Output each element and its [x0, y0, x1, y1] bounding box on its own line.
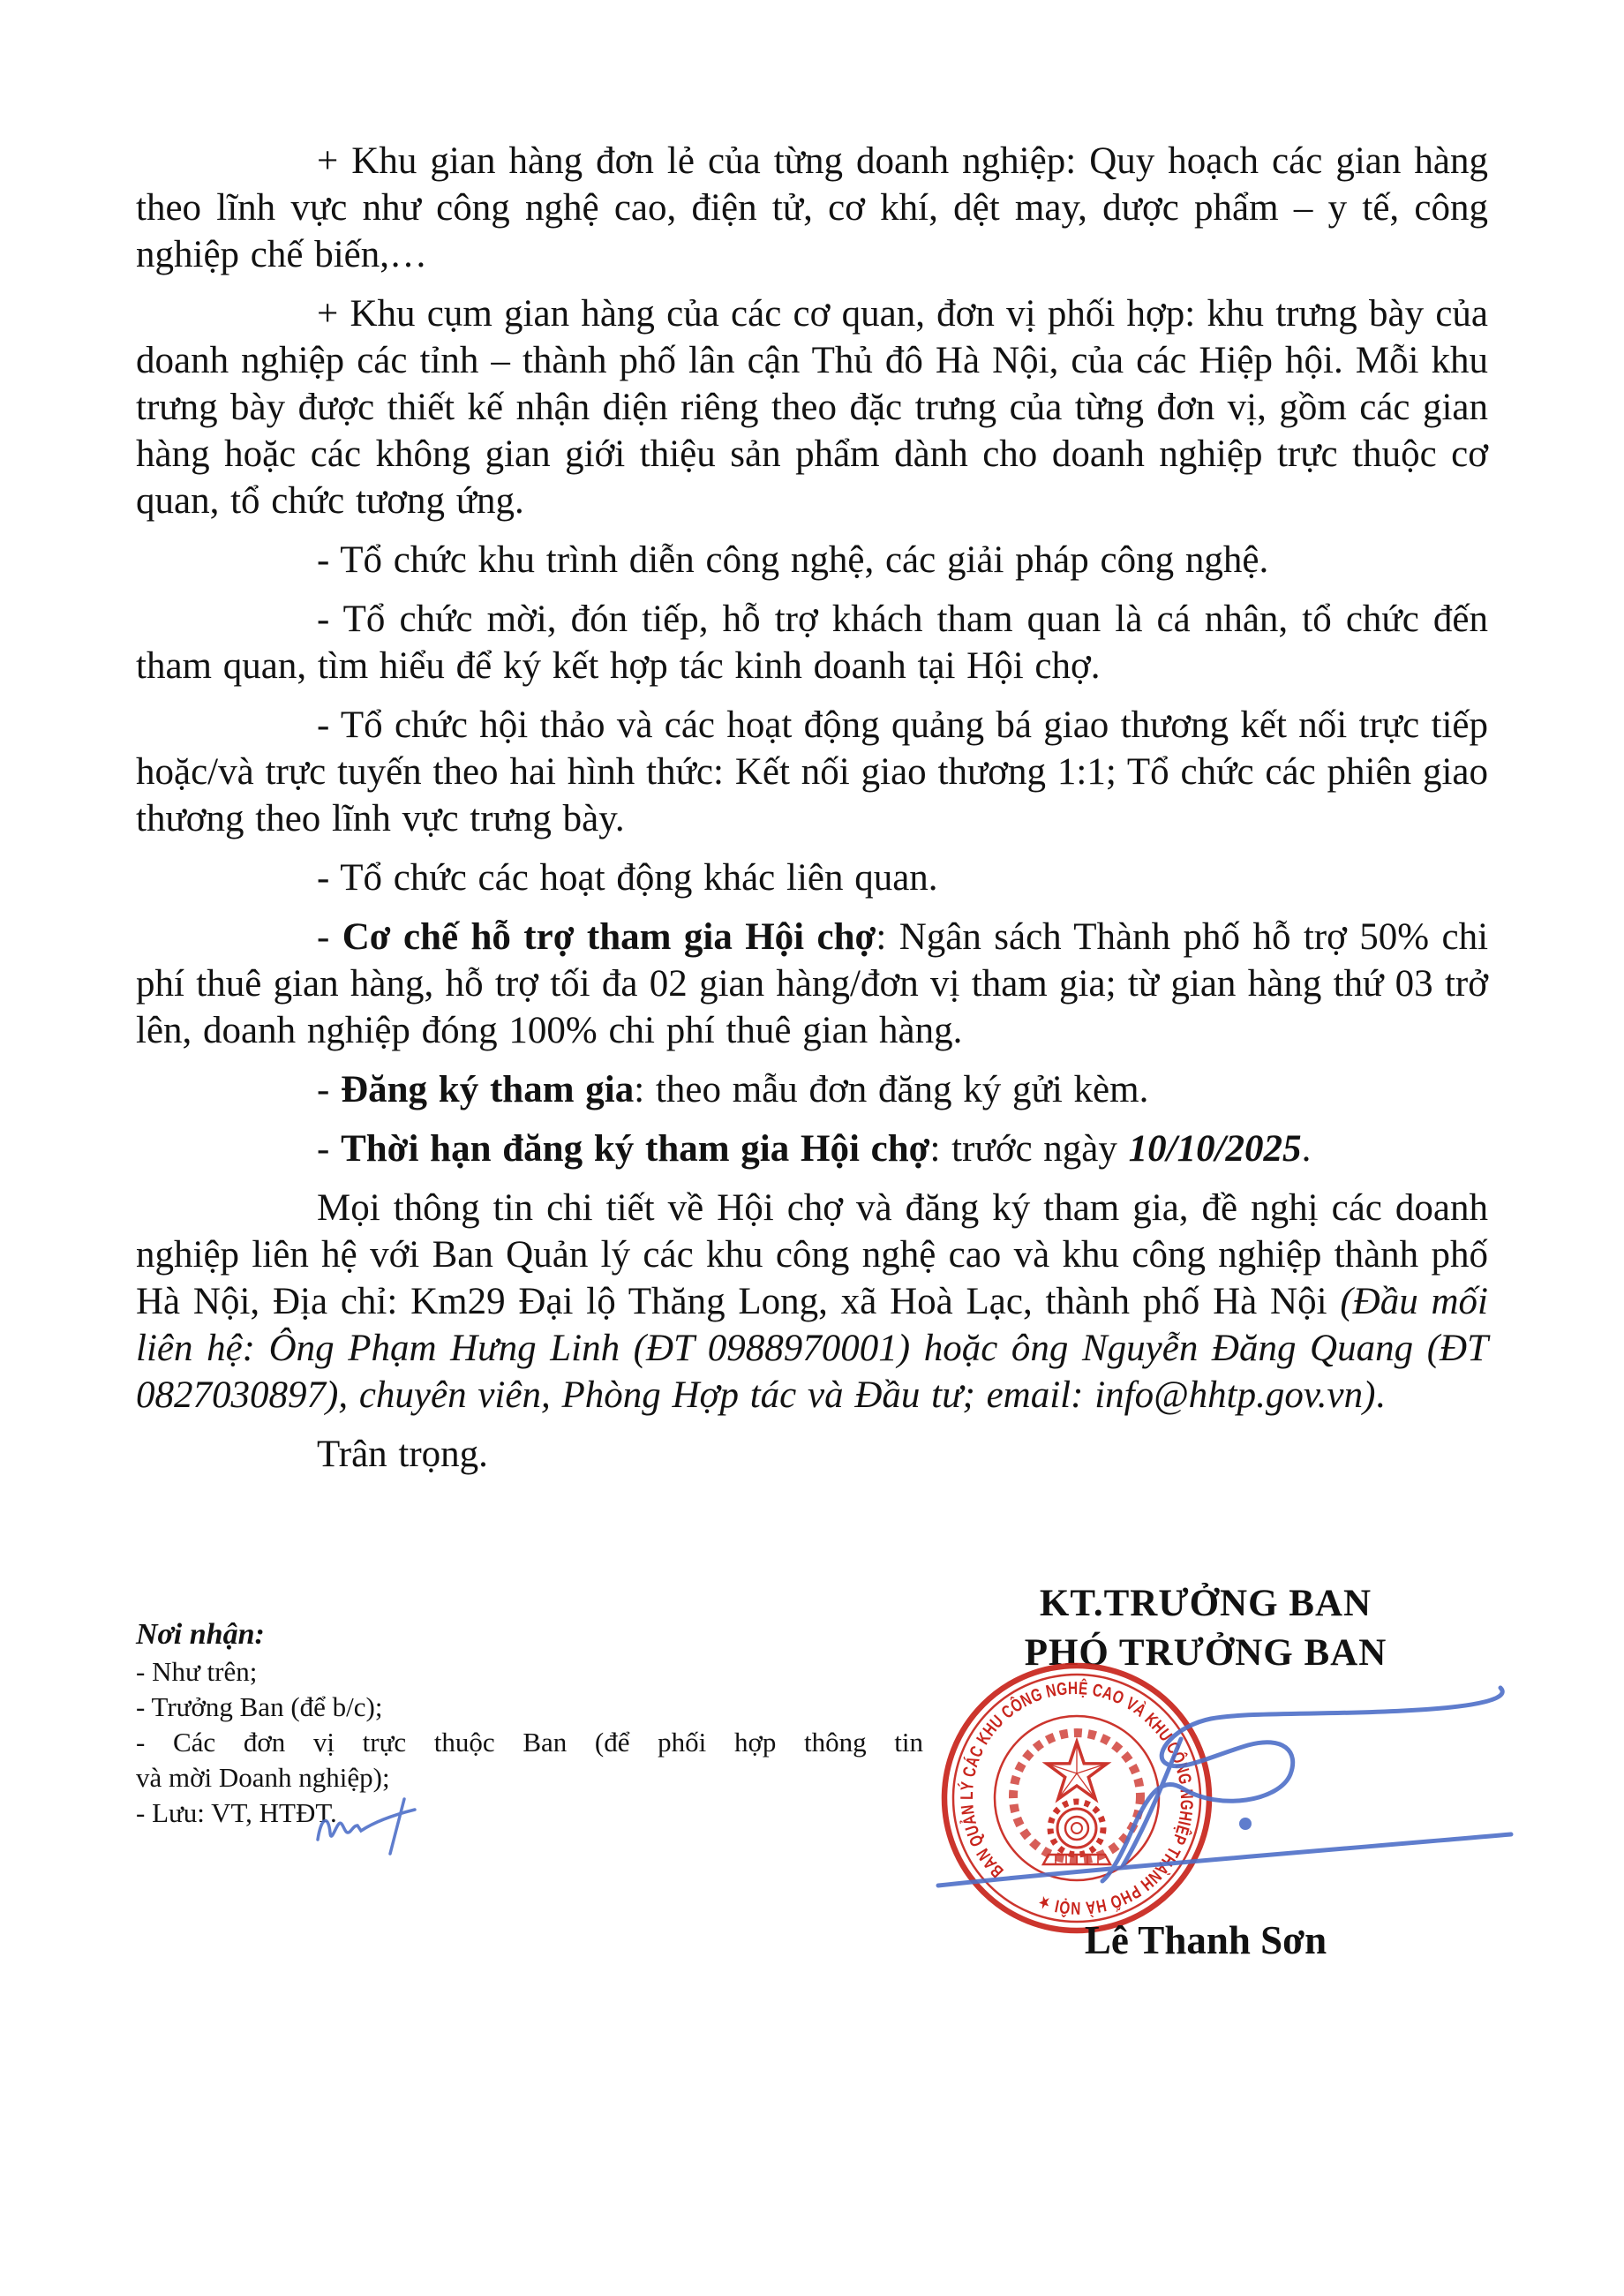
recipient-line: và mời Doanh nghiệp);: [136, 1762, 390, 1793]
seal-ring-text: BAN QUẢN LÝ CÁC KHU CÔNG NGHỆ CAO VÀ KHU CÔNG NGHIỆP THÀNH PHỐ HÀ NỘI ★: [957, 1678, 1197, 1918]
text-segment: + Khu gian hàng đơn lẻ của từng doanh nghiệp: Quy hoạch các gian hàng theo lĩnh vực như công nghệ cao, điện tử, cơ khí, dệt may, dược phẩm – y tế, công nghiệp chế biến,…: [136, 140, 1488, 275]
text-segment: Trân trọng.: [317, 1434, 488, 1475]
text-segment: - Tổ chức các hoạt động khác liên quan.: [317, 857, 938, 899]
body-paragraph: [136, 1066, 1488, 1113]
recipients-block: [136, 1615, 923, 1831]
text-segment: - Tổ chức mời, đón tiếp, hỗ trợ khách tham quan là cá nhân, tổ chức đến tham quan, tìm hiểu để ký kết hợp tác kinh doanh tại Hội chợ.: [136, 598, 1488, 687]
recipient-line: - Lưu: VT, HTĐT.: [136, 1797, 337, 1828]
signer-title-line2: PHÓ TRƯỞNG BAN: [1024, 1632, 1387, 1674]
text-segment: Thời hạn đăng ký tham gia Hội chợ: [341, 1128, 930, 1170]
letter-body: [136, 138, 1488, 1490]
body-paragraph: [136, 290, 1488, 524]
text-segment: .: [1375, 1374, 1386, 1416]
body-paragraph: [136, 1185, 1488, 1419]
body-paragraph: [136, 854, 1488, 901]
text-segment: Cơ chế hỗ trợ tham gia Hội chợ: [342, 916, 876, 958]
text-segment: + Khu cụm gian hàng của các cơ quan, đơn vị phối hợp: khu trưng bày của doanh nghiệp các tỉnh – thành phố lân cận Thủ đô Hà Nội, của các Hiệp hội. Mỗi khu trưng bày được thiết kế nhận diện riêng theo đặc trưng của từng đơn vị, gồm các gian hàng hoặc các không gian giới thiệu sản phẩm dành cho doanh nghiệp trực thuộc cơ quan, tổ chức tương ứng.: [136, 293, 1488, 522]
text-segment: Đăng ký tham gia: [341, 1069, 635, 1110]
recipients-title: Nơi nhận:: [136, 1618, 265, 1651]
text-segment: - Tổ chức khu trình diễn công nghệ, các giải pháp công nghệ.: [317, 539, 1269, 581]
closing-salutation: [136, 1431, 1488, 1478]
text-segment: - Tổ chức hội thảo và các hoạt động quảng bá giao thương kết nối trực tiếp hoặc/và trực tuyến theo hai hình thức: Kết nối giao thương 1:1; Tổ chức các phiên giao thương theo lĩnh vực trưng bày.: [136, 704, 1488, 839]
text-segment: Mọi thông tin chi tiết về Hội chợ và đăng ký tham gia, đề nghị các doanh nghiệp liên hệ với Ban Quản lý các khu công nghệ cao và khu công nghiệp thành phố Hà Nội, Địa chỉ: Km29 Đại lộ Thăng Long, xã Hoà Lạc, thành phố Hà Nội: [136, 1187, 1488, 1322]
text-segment: -: [317, 1128, 342, 1170]
recipient-line: - Trưởng Ban (để b/c);: [136, 1691, 383, 1722]
text-segment: 10/10/2025: [1128, 1128, 1302, 1170]
text-segment: -: [317, 1069, 342, 1110]
text-segment: -: [317, 916, 342, 958]
signer-title-line1: KT.TRƯỞNG BAN: [1039, 1583, 1372, 1624]
recipient-line: - Các đơn vị trực thuộc Ban (để phối hợp thông tin: [136, 1727, 923, 1758]
signer-name: Lê Thanh Sơn: [1084, 1918, 1327, 1962]
signature-stroke: [909, 1642, 1545, 1907]
body-paragraph: [136, 138, 1488, 278]
text-segment: : Ngân sách Thành phố hỗ trợ 50% chi phí thuê gian hàng, hỗ trợ tối đa 02 gian hàng/đơn vị tham gia; từ gian hàng thứ 03 trở lên, doanh nghiệp đóng 100% chi phí thuê gian hàng.: [136, 916, 1489, 1051]
body-paragraph: [136, 914, 1488, 1054]
recipient-line: - Như trên;: [136, 1656, 258, 1687]
body-paragraph: [136, 702, 1488, 842]
text-segment: : theo mẫu đơn đăng ký gửi kèm.: [634, 1069, 1149, 1110]
initials-signature: [311, 1788, 425, 1870]
text-segment: (Đầu mối liên hệ: Ông Phạm Hưng Linh (ĐT 0988970001) hoặc ông Nguyễn Đăng Quang (ĐT 0827030897), chuyên viên, Phòng Hợp tác và Đầu tư; email: info@hhtp.gov.vn): [136, 1281, 1488, 1416]
body-paragraph: [136, 596, 1488, 689]
text-segment: .: [1301, 1128, 1312, 1170]
body-paragraph: [136, 1125, 1488, 1172]
text-segment: : trước ngày: [929, 1128, 1129, 1170]
body-paragraph: [136, 537, 1488, 583]
